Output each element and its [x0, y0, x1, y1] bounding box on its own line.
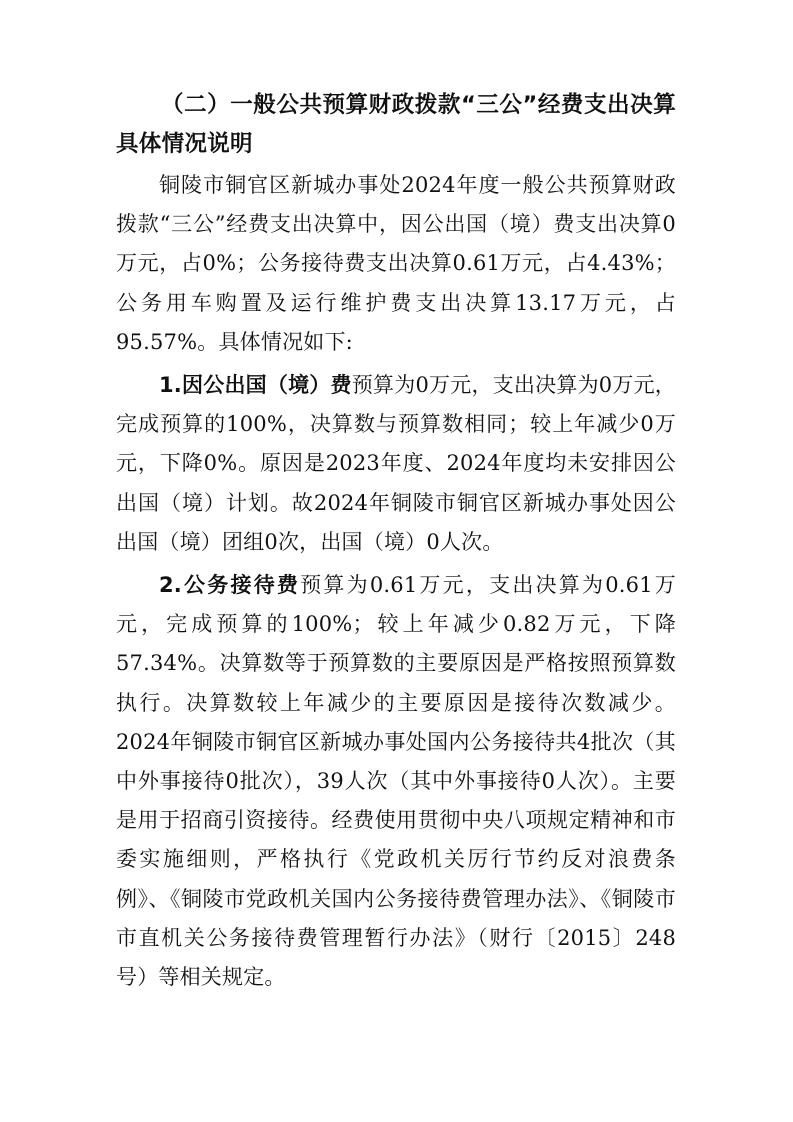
- section2-lead: 2.公务接待费: [159, 573, 301, 598]
- section1-lead: 1.因公出国（境）费: [159, 373, 352, 398]
- section1-body: 预算为0万元，支出决算为0万元，完成预算的100%，决算数与预算数相同；较上年减少0万元，下降0%。原因是2023年度、2024年度均未安排因公出国（境）计划。故2024年铜陵市铜官区新城办事处因公出国（境）团组0次，出国（境）0人次。: [116, 373, 677, 554]
- section2-paragraph: [116, 566, 676, 997]
- document-page: [116, 86, 676, 997]
- intro-paragraph: 铜陵市铜官区新城办事处2024年度一般公共预算财政拨款“三公”经费支出决算中，因公出国（境）费支出决算0万元，占0%；公务接待费支出决算0.61万元，占4.43%；公务用车购置及运行维护费支出决算13.17万元，占95.57%。具体情况如下:: [116, 173, 676, 354]
- section1-paragraph: [116, 366, 676, 562]
- section-heading: （二）一般公共预算财政拨款“三公”经费支出决算具体情况说明: [116, 92, 676, 157]
- section2-body: 预算为0.61万元，支出决算为0.61万元，完成预算的100%；较上年减少0.82万元，下降57.34%。决算数等于预算数的主要原因是严格按照预算数执行。决算数较上年减少的主要原因是接待次数减少。2024年铜陵市铜官区新城办事处国内公务接待共4批次（其中外事接待0批次），39人次（其中外事接待0人次）。主要是用于招商引资接待。经费使用贯彻中央八项规定精神和市委实施细则，严格执行《党政机关厉行节约反对浪费条例》、《铜陵市党政机关国内公务接待费管理办法》、《铜陵市市直机关公务接待费管理暂行办法》（财行〔2015〕248号）等相关规定。: [116, 573, 677, 990]
